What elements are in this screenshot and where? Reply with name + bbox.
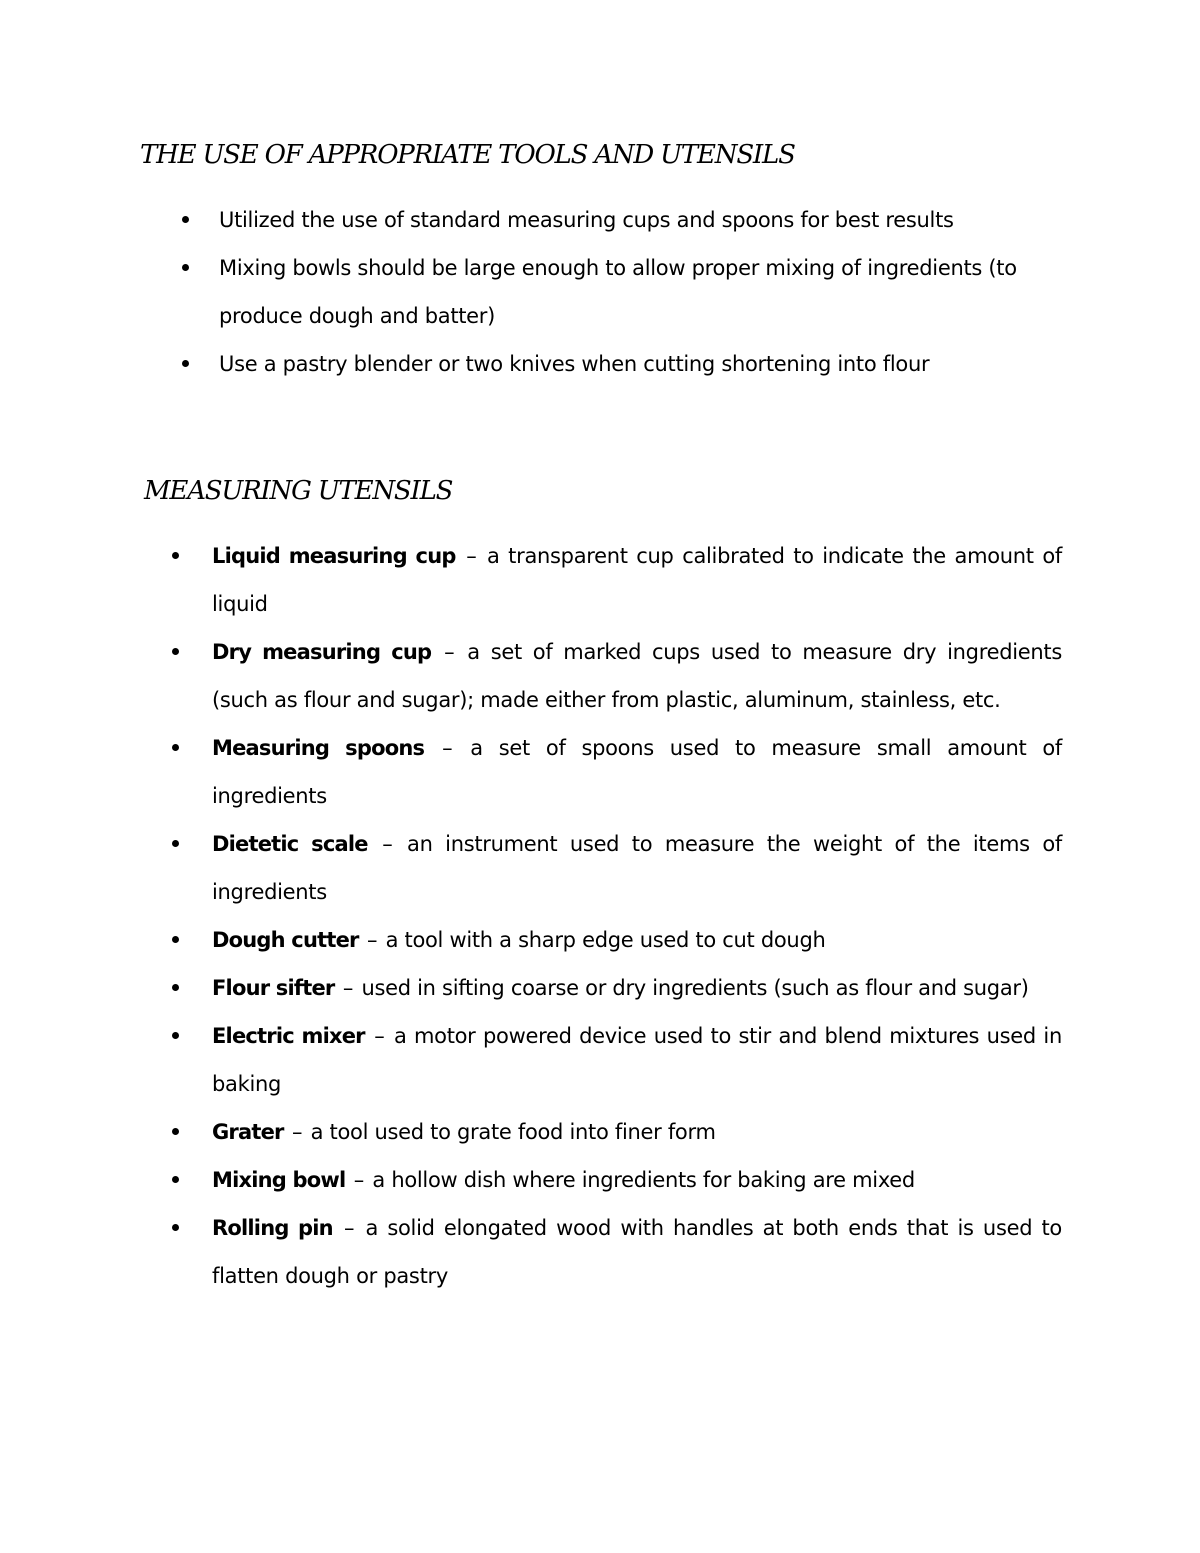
tools-bullet-list (182, 196, 1062, 388)
term: Dry measuring cup (212, 640, 432, 664)
dash-separator: – (342, 976, 354, 1000)
term: Grater (212, 1120, 284, 1144)
bullet-icon (172, 648, 179, 655)
list-item-rolling-pin (172, 1204, 1062, 1300)
list-item-grater (172, 1108, 1062, 1156)
bullet-icon (172, 840, 179, 847)
bullet-icon (172, 1128, 179, 1135)
bullet-icon (172, 552, 179, 559)
definition: a solid elongated wood with handles at both ends that is used to flatten dough or pastry (212, 1216, 1062, 1288)
term: Dietetic scale (212, 832, 368, 856)
dash-separator: – (444, 640, 455, 664)
dash-separator: – (366, 928, 378, 952)
bullet-icon (182, 360, 189, 367)
list-item (182, 244, 1062, 340)
definition: a transparent cup calibrated to indicate the amount of liquid (212, 544, 1062, 616)
list-item-text: Use a pastry blender or two knives when cutting shortening into flour (219, 352, 930, 376)
bullet-icon (172, 744, 179, 751)
term: Measuring spoons (212, 736, 425, 760)
list-item-text: Utilized the use of standard measuring cups and spoons for best results (219, 208, 954, 232)
definition: a tool used to grate food into finer form (310, 1120, 716, 1144)
definition: an instrument used to measure the weight of the items of ingredients (212, 832, 1062, 904)
dash-separator: – (442, 736, 453, 760)
list-item-mixing-bowl (172, 1156, 1062, 1204)
list-item-liquid-measuring-cup (172, 532, 1062, 628)
dash-separator: – (344, 1216, 355, 1240)
term: Flour sifter (212, 976, 335, 1000)
list-item-flour-sifter (172, 964, 1062, 1012)
term: Liquid measuring cup (212, 544, 456, 568)
dash-separator: – (382, 832, 393, 856)
dash-separator: – (374, 1024, 385, 1048)
list-item-dietetic-scale (172, 820, 1062, 916)
definition: a hollow dish where ingredients for baking are mixed (372, 1168, 915, 1192)
bullet-icon (172, 984, 179, 991)
bullet-icon (172, 936, 179, 943)
list-item-measuring-spoons (172, 724, 1062, 820)
dash-separator: – (292, 1120, 303, 1144)
term: Dough cutter (212, 928, 359, 952)
bullet-icon (172, 1032, 179, 1039)
term: Electric mixer (212, 1024, 365, 1048)
list-item (182, 340, 1062, 388)
dash-separator: – (466, 544, 477, 568)
measuring-utensils-list (172, 532, 1062, 1300)
section-heading-tools: THE USE OF APPROPRIATE TOOLS AND UTENSILS (140, 140, 795, 170)
bullet-icon (172, 1176, 179, 1183)
list-item-dough-cutter (172, 916, 1062, 964)
list-item-text: Mixing bowls should be large enough to allow proper mixing of ingredients (to produce dough and batter) (219, 256, 1017, 328)
definition: a set of marked cups used to measure dry ingredients (such as flour and sugar); made either from plastic, aluminum, stainless, etc. (212, 640, 1062, 712)
term: Rolling pin (212, 1216, 333, 1240)
definition: used in sifting coarse or dry ingredients (such as flour and sugar) (361, 976, 1029, 1000)
definition: a tool with a sharp edge used to cut dough (385, 928, 826, 952)
bullet-icon (182, 264, 189, 271)
definition: a motor powered device used to stir and blend mixtures used in baking (212, 1024, 1062, 1096)
term: Mixing bowl (212, 1168, 346, 1192)
list-item (182, 196, 1062, 244)
dash-separator: – (353, 1168, 364, 1192)
definition: a set of spoons used to measure small amount of ingredients (212, 736, 1062, 808)
list-item-dry-measuring-cup (172, 628, 1062, 724)
section-heading-measuring: MEASURING UTENSILS (144, 476, 453, 506)
bullet-icon (172, 1224, 179, 1231)
bullet-icon (182, 216, 189, 223)
list-item-electric-mixer (172, 1012, 1062, 1108)
